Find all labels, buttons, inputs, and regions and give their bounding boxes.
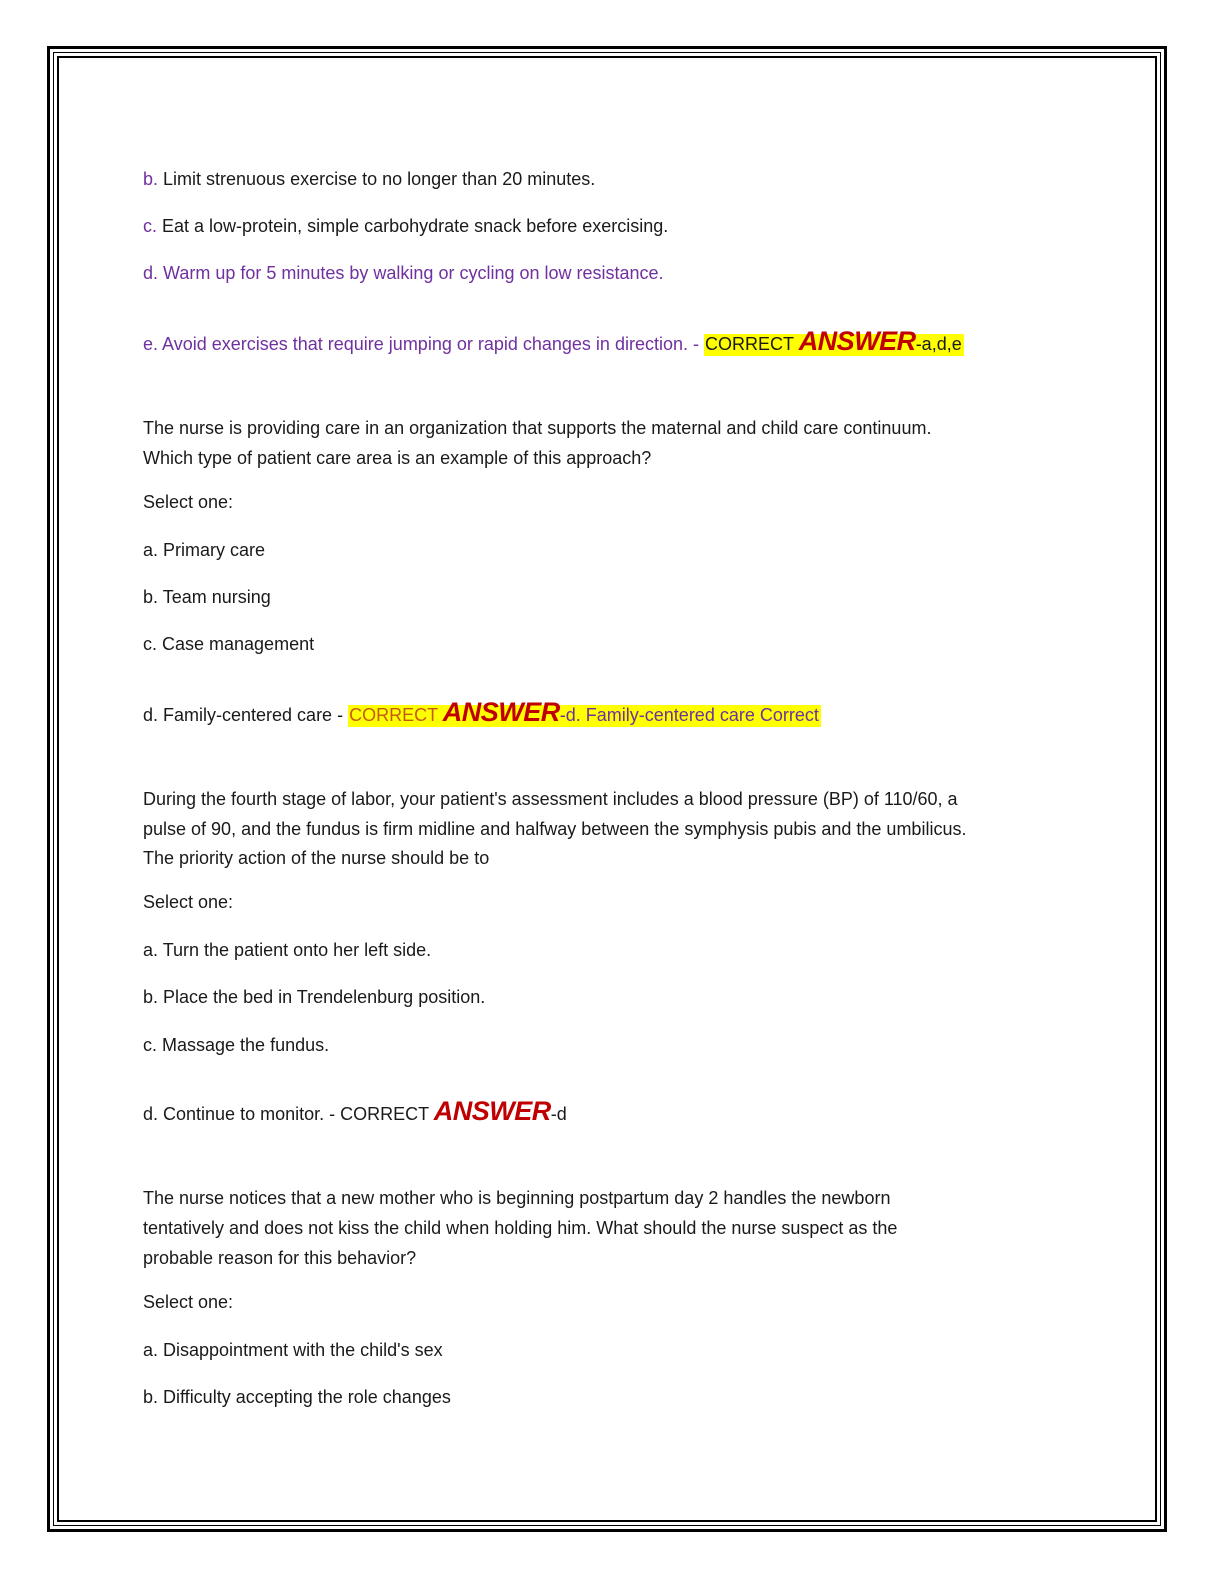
question-3-line-1: The nurse notices that a new mother who is beginning postpartum day 2 handles the newborn (143, 1188, 891, 1208)
option-b-exercise: b. Limit strenuous exercise to no longer than 20 minutes. (143, 169, 596, 189)
answer-word: ANSWER (442, 697, 560, 727)
question-3-line-2: tentatively and does not kiss the child when holding him. What should the nurse suspect as the (143, 1218, 898, 1238)
answer-word: ANSWER (433, 1096, 551, 1126)
question-2-select-one: Select one: (143, 892, 234, 912)
question-2-option-c: c. Massage the fundus. (143, 1035, 330, 1055)
option-e-exercise-with-answer: e. Avoid exercises that require jumping or rapid changes in direction. - CORRECT ANSWER-a,d,e (143, 326, 962, 356)
question-1-option-c: c. Case management (143, 634, 315, 654)
question-2-option-b: b. Place the bed in Trendelenburg position. (143, 987, 486, 1007)
question-2-option-d-with-answer: d. Continue to monitor. - CORRECT ANSWER-d (143, 1096, 567, 1126)
question-1-option-d-with-answer: d. Family-centered care - CORRECT ANSWER-d. Family-centered care Correct (143, 697, 819, 727)
answer-highlight: CORRECT ANSWER-d. Family-centered care Correct (349, 697, 819, 727)
question-1-line-1: The nurse is providing care in an organization that supports the maternal and child care continuum. (143, 418, 932, 438)
option-d-exercise: d. Warm up for 5 minutes by walking or cycling on low resistance. (143, 263, 664, 283)
question-3-option-b: b. Difficulty accepting the role changes (143, 1387, 451, 1407)
question-2-line-2: pulse of 90, and the fundus is firm midline and halfway between the symphysis pubis and the umbilicus. (143, 819, 967, 839)
question-1-line-2: Which type of patient care area is an example of this approach? (143, 448, 652, 468)
answer-highlight: CORRECT ANSWER-a,d,e (705, 326, 962, 356)
option-c-exercise: c. Eat a low-protein, simple carbohydrate snack before exercising. (143, 216, 669, 236)
answer-word: ANSWER (798, 326, 916, 356)
question-3-option-a: a. Disappointment with the child's sex (143, 1340, 443, 1360)
question-3-line-3: probable reason for this behavior? (143, 1248, 417, 1268)
question-2-option-a: a. Turn the patient onto her left side. (143, 940, 432, 960)
question-3-select-one: Select one: (143, 1292, 234, 1312)
question-2-line-1: During the fourth stage of labor, your patient's assessment includes a blood pressure (BP) of 110/60, a (143, 789, 958, 809)
question-1-select-one: Select one: (143, 492, 234, 512)
question-1-option-b: b. Team nursing (143, 587, 271, 607)
question-2-line-3: The priority action of the nurse should be to (143, 848, 490, 868)
question-1-option-a: a. Primary care (143, 540, 266, 560)
